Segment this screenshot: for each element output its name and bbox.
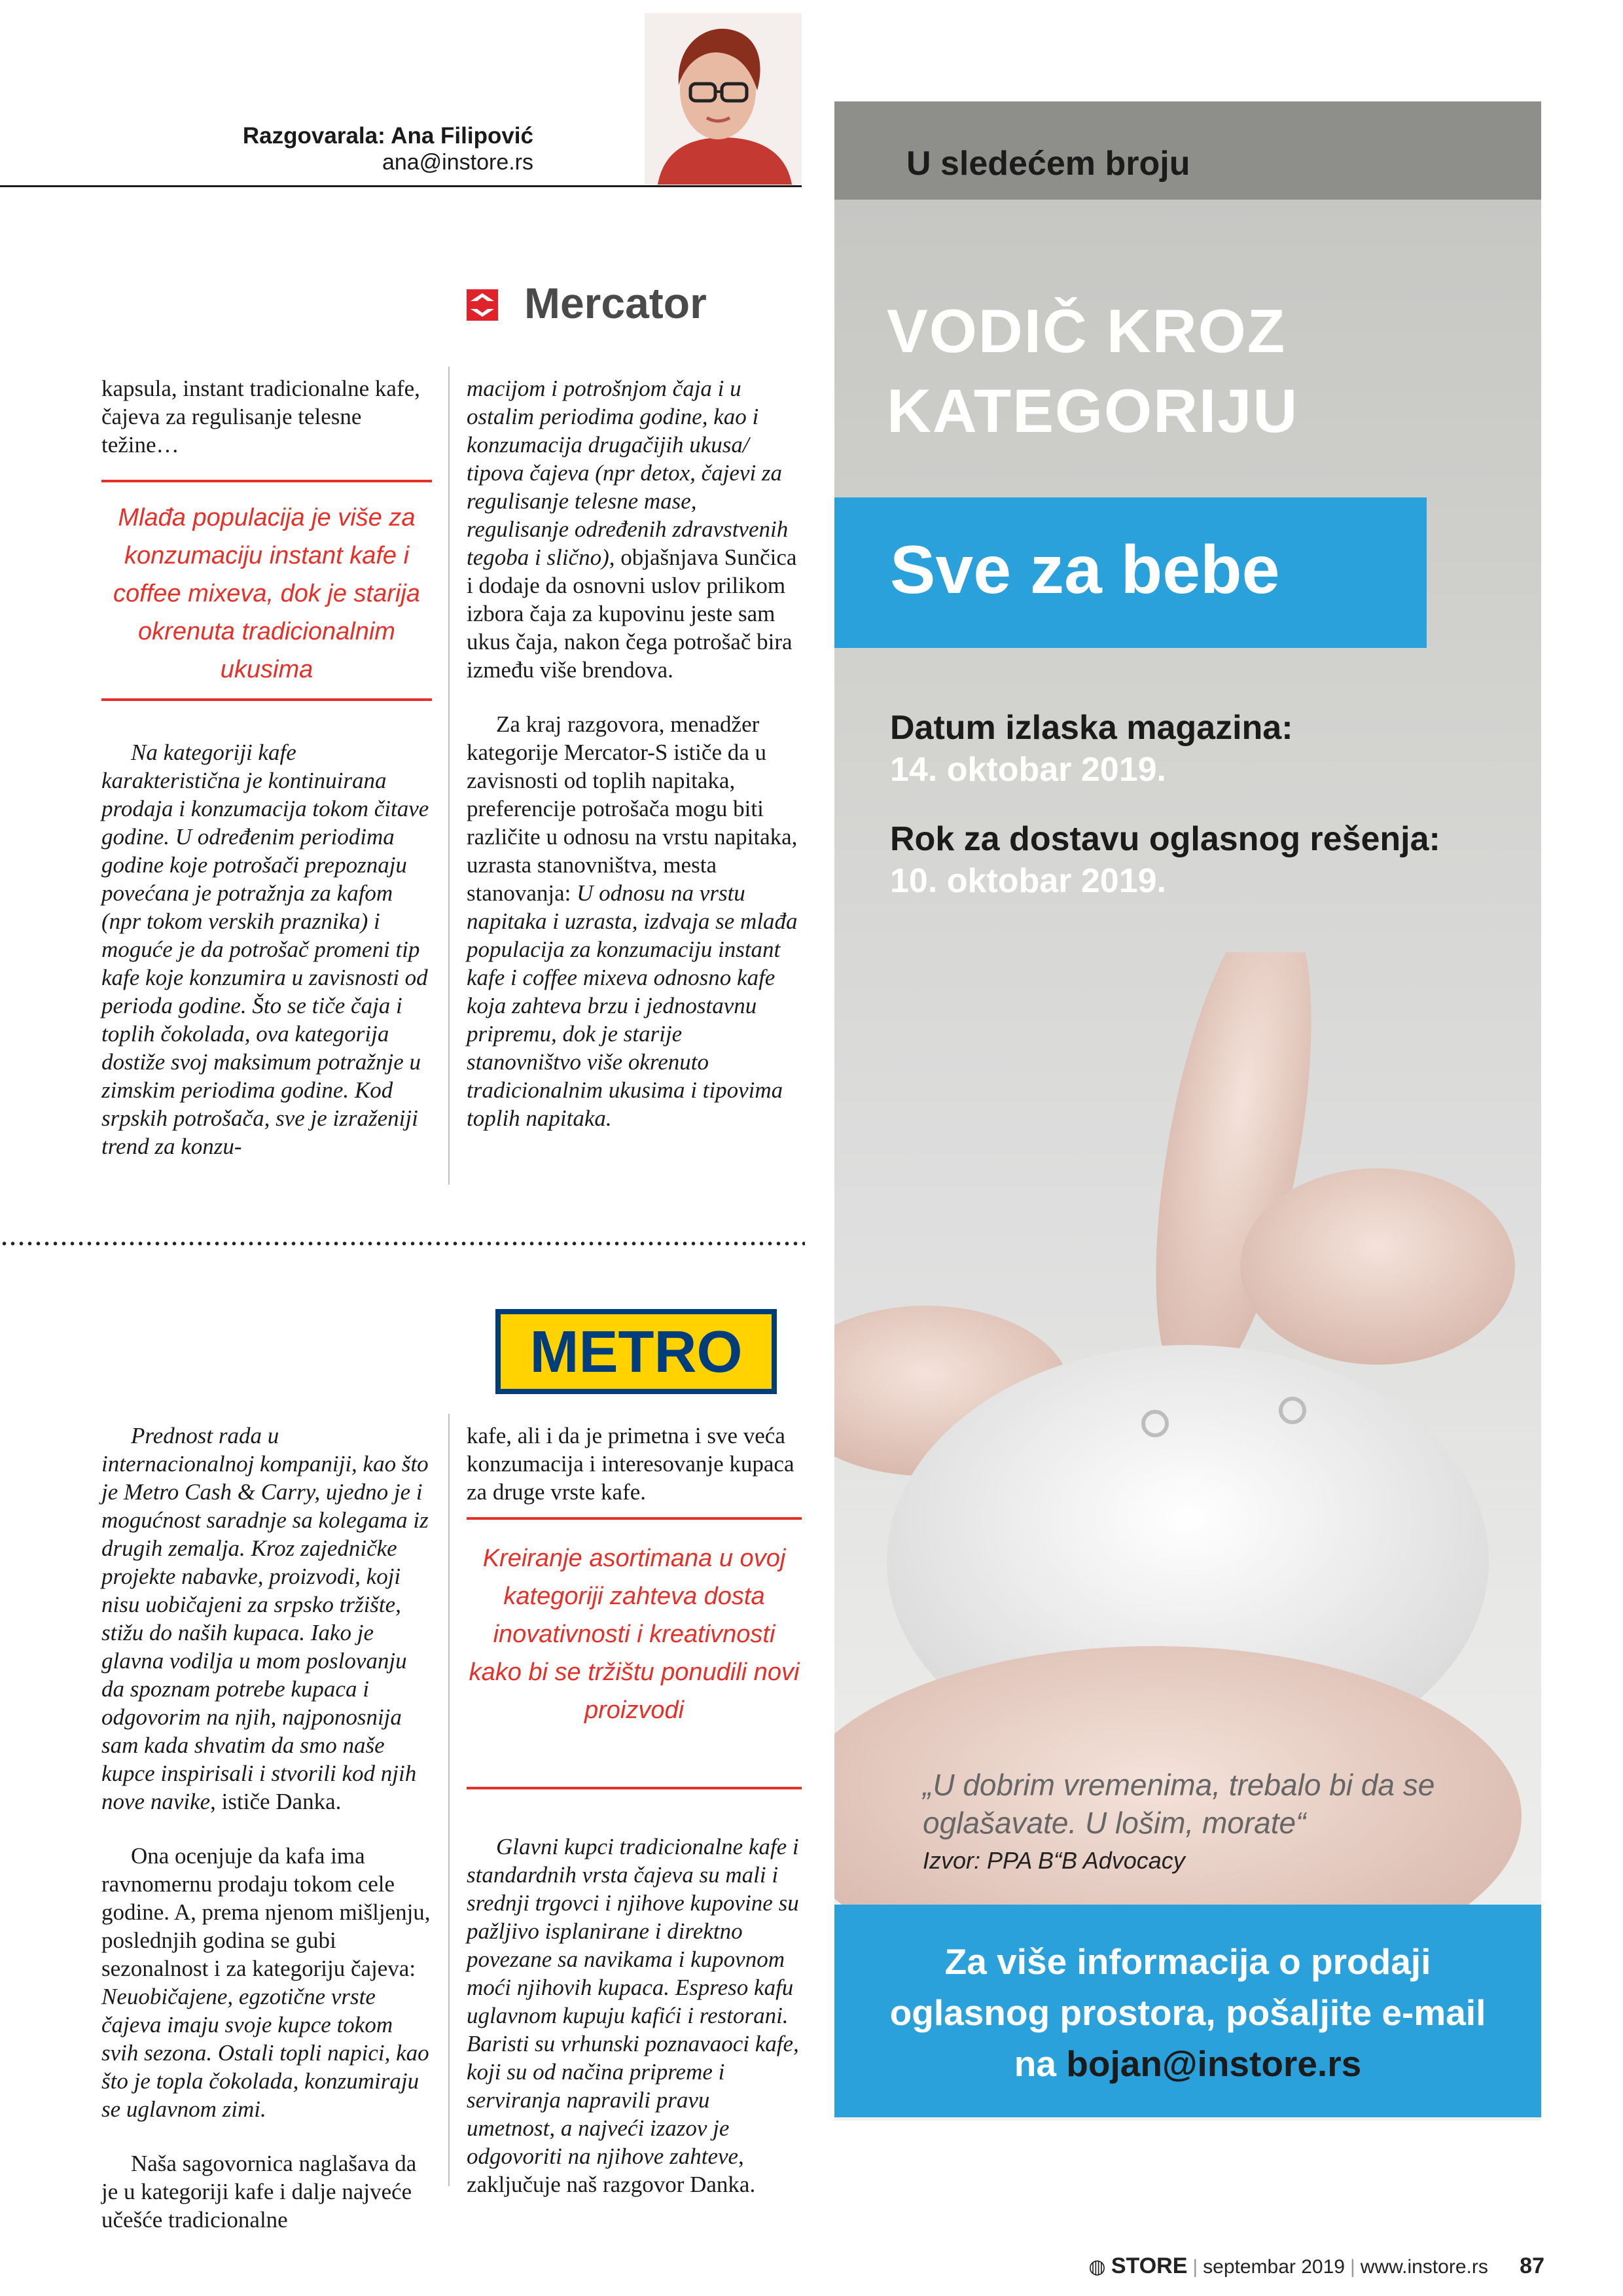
mercator-col2-para1-italic: macijom i potrošnjom čaja i u ostalim periodima godine, kao i konzumacija drugačijih ukusa/ tipova čajeva (npr detox, čajevi za regulisanje telesne mase, regulisanje određenih zdravstvenih tegoba i slično): [467, 376, 789, 570]
author-portrait: [645, 13, 802, 185]
ad-title: [887, 291, 1298, 451]
ad-quote: [923, 1766, 1499, 1880]
ad-header-bar: [834, 101, 1541, 200]
metro-col2-para1: kafe, ali i da je primetna i sve veća konzumacija i interesovanje kupaca za druge vrste kafe.: [467, 1423, 794, 1505]
metro-col1-para3: Naša sagovornica naglašava da je u kategoriji kafe i dalje najveće učešće tradicionalne: [101, 2151, 417, 2233]
footer-site[interactable]: www.instore.rs: [1360, 2256, 1488, 2278]
ad-header: U sledećem broju: [906, 145, 1190, 183]
ad-deadline-info: [890, 818, 1440, 902]
ad-subtitle: Sve za bebe: [890, 532, 1280, 608]
byline: [0, 123, 533, 175]
ad-cta-line2: oglasnog prostora, pošaljite e-mail: [889, 1992, 1486, 2033]
mercator-col2-para2: Za kraj razgovora, menadžer kategorije Mercator-S ističe da u zavisnosti od toplih napitaka, preferencije potrošača mogu biti različite u odnosu na vrstu napitaka, uzrasta stanovništva, mesta stanovanja:: [467, 711, 798, 906]
ad-cta-email-link[interactable]: bojan@instore.rs: [1066, 2043, 1362, 2084]
metro-col1-para1-italic: Prednost rada u internacionalnoj kompaniji, kao što je Metro Cash & Carry, ujedno je i mogućnost saradnje sa kolegama iz drugih zemalja. Kroz zajedničke projekte nabavke, proizvodi, koji nisu uobičajeni za srpsko tržište, stižu do naših kupaca. Iako je glavna vodilja u mom poslovanju da spoznam potrebe kupaca i odgovorim na njih, najponosnija sam kada shvatim da smo naše kupce inspirisali i stvorili kod njih nove navike: [101, 1423, 429, 1814]
ad-release-label: Datum izlaska magazina:: [890, 709, 1293, 747]
pull-quote-rule-bottom: [101, 698, 432, 701]
mercator-col1-top: [101, 374, 432, 485]
ad-deadline-label: Rok za dostavu oglasnog rešenja:: [890, 820, 1440, 858]
ad-subtitle-box: [834, 497, 1427, 648]
ad-title-line1: VODIČ KROZ: [887, 296, 1287, 365]
mercator-col2: [467, 374, 802, 1158]
metro-col1-para2: Ona ocenjuje da kafa ima ravnomernu prodaju tokom cele godine. A, prema njenom mišljenju, poslednjih godina se gubi sezonalnost i za kategoriju čajeva:: [101, 1843, 431, 1981]
ad-cta-line1: Za više informacija o prodaji: [944, 1941, 1431, 1982]
mercator-logo: [467, 281, 800, 327]
ad-quote-text: „U dobrim vremenima, trebalo bi da se oglašavate. U lošim, morate“: [923, 1768, 1435, 1840]
metro-col2-top: [467, 1422, 802, 1532]
mercator-pull-quote: Mlađa populacija je više za konzumaciju instant kafe i coffee mixeva, dok je starija okrenuta tradicionalnim ukusima: [113, 504, 420, 683]
metro-pull-quote: Kreiranje asortimana u ovoj kategoriji zahteva dosta inovativnosti i kreativnosti kako bi se tržištu ponudili novi proizvodi: [469, 1545, 800, 1724]
metro-col2-body: [467, 1833, 802, 2225]
mercator-logo-text: Mercator: [524, 281, 707, 327]
pull-quote-rule-top: [101, 480, 432, 482]
metro-col2-para2-italic: Glavni kupci tradicionalne kafe i standardnih vrsta čajeva su mali i srednji trgovci i njihove kupovine su pažljivo isplanirane i direktno povezane sa navikama i kupovnom moći njihovih kupaca. Espreso kafu uglavnom kupuju kafići i restorani. Baristi su vrhunski poznavaoci kafe, koji su od načina pripreme i serviranja napravili pravu umetnost, a najveći izazov je odgovoriti na njihove zahteve: [467, 1834, 799, 2169]
page-number: 87: [1520, 2253, 1544, 2278]
footer-issue: septembar 2019: [1203, 2256, 1345, 2278]
ad-deadline-date: 10. oktobar 2019.: [890, 862, 1166, 900]
metro-logo-text: METRO: [529, 1319, 743, 1385]
metro-col2-para2-rest: , zaključuje naš razgovor Danka.: [467, 2144, 756, 2197]
metro-pull-quote-rule-top: [467, 1517, 802, 1520]
metro-col1: [101, 1422, 432, 2260]
ad-release-date: 14. oktobar 2019.: [890, 751, 1166, 789]
ad-cta-prefix: na: [1014, 2043, 1067, 2084]
ad-release-info: [890, 707, 1293, 791]
metro-col1-para1-rest: , ističe Danka.: [210, 1789, 342, 1814]
mercator-col2-para2-italic: U odnosu na vrstu napitaka i uzrasta, izdvaja se mlađa populacija za konzumaciju instant kafe i coffee mixeva odnosno kafe koja zahteva brzu i jednostavnu pripremu, dok je starije stanovništvo više okrenuto tradicionalnim ukusima i tipovima toplih napitaka.: [467, 880, 798, 1131]
byline-divider: [0, 185, 802, 187]
page-footer: ◍ STORE | septembar 2019 | www.instore.rs 87: [1088, 2253, 1544, 2278]
footer-brand: STORE: [1111, 2253, 1188, 2278]
column-divider: [448, 367, 450, 1185]
advertisement-panel: [834, 101, 1541, 2121]
ad-quote-source: Izvor: PPA B“B Advocacy: [923, 1847, 1185, 1874]
byline-email[interactable]: ana@instore.rs: [382, 150, 533, 175]
metro-pull-quote-rule-bottom: [467, 1787, 802, 1789]
store-logo-icon: ◍: [1088, 2256, 1106, 2278]
ad-title-line2: KATEGORIJU: [887, 376, 1299, 445]
ad-cta-box: [834, 1905, 1541, 2117]
metro-logo: [495, 1309, 777, 1394]
mercator-col1-para2: Na kategoriji kafe karakteristična je kontinuirana prodaja i konzumacija tokom čitave godine. U određenim periodima godine koje potrošači prepoznaju povećana je potražnja za kafom (npr tokom verskih praznika) i moguće je da potrošač promeni tip kafe koje konzumira u zavisnosti od perioda godine. Što se tiče čaja i toplih čokolada, ova kategorija dostiže svoj maksimum potražnje u zimskim periodima godine. Kod srpskih potrošača, sve je izraženiji trend za konzu-: [101, 740, 429, 1159]
column-divider-metro: [448, 1414, 450, 2186]
mercator-col1-para1: kapsula, instant tradicionalne kafe, čajeva za regulisanje telesne težine…: [101, 376, 420, 457]
section-divider-dotted: [0, 1242, 805, 1246]
mercator-col1-body: [101, 738, 432, 1187]
metro-col1-para2-italic: Neuobičajene, egzotične vrste čajeva imaju svoje kupce tokom svih sezona. Ostali topli napici, kao što je topla čokolada, konzumiraju se uglavnom zimi.: [101, 1984, 429, 2122]
byline-author: Razgovarala: Ana Filipović: [242, 123, 533, 149]
mercator-col2-para1-rest: , objašnjava Sunčica i dodaje da osnovni uslov prilikom izbora čaja za kupovinu jeste sam ukus čaja, nakon čega potrošač bira između više brendova.: [467, 545, 797, 683]
